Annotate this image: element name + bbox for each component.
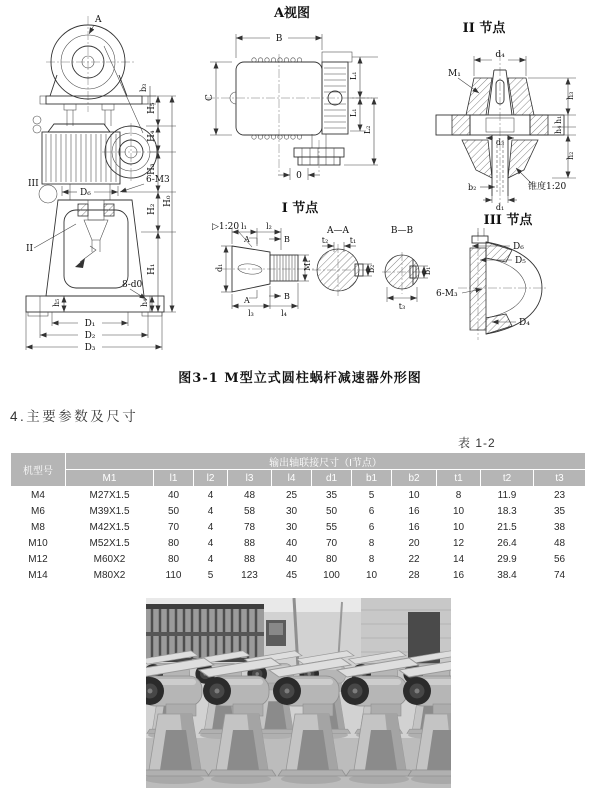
label-M1-node2: M₁ (448, 69, 461, 79)
cell: 6 (368, 521, 375, 533)
node1-detail (212, 200, 432, 318)
cell: 80 (167, 553, 180, 565)
product-photo (146, 598, 451, 788)
col-header-l1: l1 (154, 470, 194, 487)
label-t1: t₁ (349, 236, 357, 245)
label-h3: h₃ (566, 91, 575, 100)
cell-model: M4 (31, 489, 45, 501)
label-d3: d₃ (495, 138, 505, 147)
main-front-view (26, 15, 176, 353)
cell: 10 (452, 521, 465, 533)
cell: 5 (207, 569, 214, 581)
cell: 40 (285, 553, 298, 565)
label-6-M3: 6-M3 (146, 175, 170, 185)
node1-title: I 节点 (281, 201, 319, 216)
cell: 5 (368, 489, 375, 501)
cell: 4 (207, 537, 214, 549)
cell: 12 (452, 537, 465, 549)
cell: 4 (207, 505, 214, 517)
node2-detail (436, 20, 576, 212)
cell: M39X1.5 (89, 505, 130, 517)
label-l4: l₄ (281, 309, 287, 318)
cell: 30 (285, 521, 298, 533)
label-H3: H₃ (147, 163, 157, 175)
label-H2: H₂ (147, 203, 157, 215)
label-d1-node1: d₁ (215, 263, 224, 272)
cell: 70 (325, 537, 338, 549)
cell: 28 (408, 569, 420, 581)
cell: M80X2 (93, 569, 126, 581)
cell: 80 (167, 537, 180, 549)
cell: 74 (553, 569, 566, 581)
cell: 50 (167, 505, 180, 517)
label-h1: h₁ (554, 115, 563, 124)
cell: 11.9 (497, 489, 517, 501)
cell: 16 (452, 569, 465, 581)
table-row (11, 503, 586, 519)
section-heading: 4.主要参数及尺寸 (10, 409, 139, 424)
cell: 40 (285, 537, 298, 549)
cell: 22 (408, 553, 420, 565)
cell: 35 (325, 489, 338, 501)
cell: M27X1.5 (89, 489, 130, 501)
cell-model: M12 (28, 553, 48, 565)
label-l1: l₁ (241, 222, 247, 231)
cell-model: M10 (28, 537, 48, 549)
cell: 55 (325, 521, 338, 533)
cell: 16 (408, 505, 420, 517)
node3-title: III 节点 (483, 213, 533, 228)
spec-table (10, 452, 586, 583)
table-row (11, 519, 586, 535)
section-mark-B-top: B (284, 235, 290, 244)
label-H0: H₀ (163, 195, 173, 207)
cell: 38 (553, 521, 566, 533)
cell: 4 (207, 521, 214, 533)
cell: 88 (243, 537, 256, 549)
cell: 25 (285, 489, 298, 501)
label-l2: l₂ (266, 222, 272, 231)
label-D6-node3: D₆ (513, 242, 524, 252)
cell: 35 (553, 505, 566, 517)
section-AA-title: A—A (327, 226, 349, 236)
cell: 26.4 (497, 537, 517, 549)
cell: 38.4 (497, 569, 517, 581)
cell: 10 (408, 489, 420, 501)
label-h4-main: h₄ (140, 298, 149, 307)
node3-mark: III (28, 179, 39, 189)
label-t2: t₂ (321, 236, 329, 245)
label-D3: D₃ (84, 343, 96, 353)
section-mark-B-bottom: B (284, 292, 290, 301)
cell: M42X1.5 (89, 521, 130, 533)
cell: 20 (408, 537, 420, 549)
cell-model: M14 (28, 569, 48, 581)
label-b2-node2: b₂ (468, 183, 477, 192)
cell: 14 (452, 553, 465, 565)
node2-title: II 节点 (462, 21, 506, 36)
a-view-title: A视图 (273, 6, 311, 21)
label-A-view-mark: A (95, 15, 102, 25)
label-d1-node2: d₁ (495, 203, 505, 212)
label-D6: D₆ (80, 188, 91, 198)
label-B: B (275, 34, 283, 44)
col-header-t2: t2 (481, 470, 534, 487)
cell: 10 (452, 505, 465, 517)
col-header-b2: b2 (392, 470, 437, 487)
cell: M52X1.5 (89, 537, 130, 549)
label-b2-node1: b₂ (367, 264, 376, 273)
col-header-M1: M1 (66, 470, 154, 487)
label-d4: d₄ (495, 50, 505, 60)
label-L1-upper: L₁ (349, 71, 358, 80)
label-b3: b₃ (139, 83, 148, 92)
cell: 18.3 (497, 505, 517, 517)
label-l3: l₃ (248, 309, 254, 318)
a-view (205, 5, 378, 181)
cell: 48 (553, 537, 566, 549)
label-C: C (205, 94, 215, 101)
label-6-M3-node3: 6-M₃ (436, 289, 458, 299)
cell: 50 (325, 505, 338, 517)
cell: 78 (243, 521, 256, 533)
cell: 10 (365, 569, 378, 581)
cell: 8 (368, 537, 375, 549)
cell: 45 (285, 569, 298, 581)
col-header-t1: t1 (437, 470, 481, 487)
label-D2: D₂ (84, 331, 96, 341)
cell: 100 (323, 569, 340, 581)
cell: 4 (207, 489, 214, 501)
table-body (11, 487, 586, 584)
label-h4: h₄ (554, 125, 563, 134)
table-row (11, 567, 586, 583)
label-H5: H₅ (147, 102, 157, 114)
cell-model: M6 (31, 505, 45, 517)
figure-caption: 图3-1 M型立式圆柱蜗杆减速器外形图 (178, 371, 422, 386)
cell: 58 (243, 505, 256, 517)
node2-mark: II (26, 244, 34, 254)
cell: 70 (167, 521, 180, 533)
cell: 40 (167, 489, 180, 501)
cell: 8 (368, 553, 375, 565)
col-header-model: 机型号 (11, 453, 66, 487)
cell: 6 (368, 505, 375, 517)
cell: 30 (285, 505, 298, 517)
cell: M60X2 (93, 553, 126, 565)
label-zero: 0 (296, 171, 302, 181)
cell: 29.9 (497, 553, 517, 565)
label-D4: D₄ (519, 318, 530, 328)
cell: 21.5 (497, 521, 517, 533)
col-header-l3: l3 (228, 470, 272, 487)
label-D1: D₁ (84, 319, 96, 329)
table-row (11, 487, 586, 504)
cell: 123 (241, 569, 258, 581)
label-H4: H₄ (147, 130, 157, 142)
cell: 4 (207, 553, 214, 565)
cell: 23 (553, 489, 566, 501)
cell-model: M8 (31, 521, 45, 533)
cell: 88 (243, 553, 256, 565)
col-header-b1: b1 (352, 470, 392, 487)
table-group-header: 输出轴联接尺寸（I节点） (66, 453, 586, 470)
cell: 80 (325, 553, 338, 565)
label-taper-node2: 锥度1:20 (528, 182, 567, 192)
label-h5: h₅ (52, 298, 61, 307)
cell: 110 (165, 569, 182, 581)
label-H1: H₁ (147, 263, 157, 275)
section-mark-A-top: A (244, 235, 250, 244)
cell: 16 (408, 521, 420, 533)
col-header-l2: l2 (194, 470, 228, 487)
node3-detail (436, 212, 548, 340)
section-mark-A-bottom: A (244, 296, 250, 305)
table-caption: 表 1-2 (458, 436, 496, 450)
cell: 8 (455, 489, 462, 501)
label-M1-node1: M₁ (303, 259, 312, 271)
label-L1-lower: L₁ (349, 108, 358, 117)
section-BB-title: B—B (390, 226, 414, 236)
table-row (11, 535, 586, 551)
table-row (11, 551, 586, 567)
label-b1: b₁ (423, 266, 432, 275)
label-h2: h₂ (566, 151, 575, 160)
label-8-d0: 8-d0 (122, 280, 143, 290)
cell: 56 (553, 553, 566, 565)
cell: 48 (243, 489, 256, 501)
label-t3: t₃ (398, 302, 406, 311)
col-header-l4: l4 (272, 470, 312, 487)
figure-drawing (0, 0, 600, 362)
label-D5: D₅ (515, 256, 526, 266)
label-L2: L₂ (363, 125, 372, 134)
label-taper-node1: ▷1:20 (212, 222, 240, 232)
col-header-d1: d1 (312, 470, 352, 487)
col-header-t3: t3 (534, 470, 586, 487)
